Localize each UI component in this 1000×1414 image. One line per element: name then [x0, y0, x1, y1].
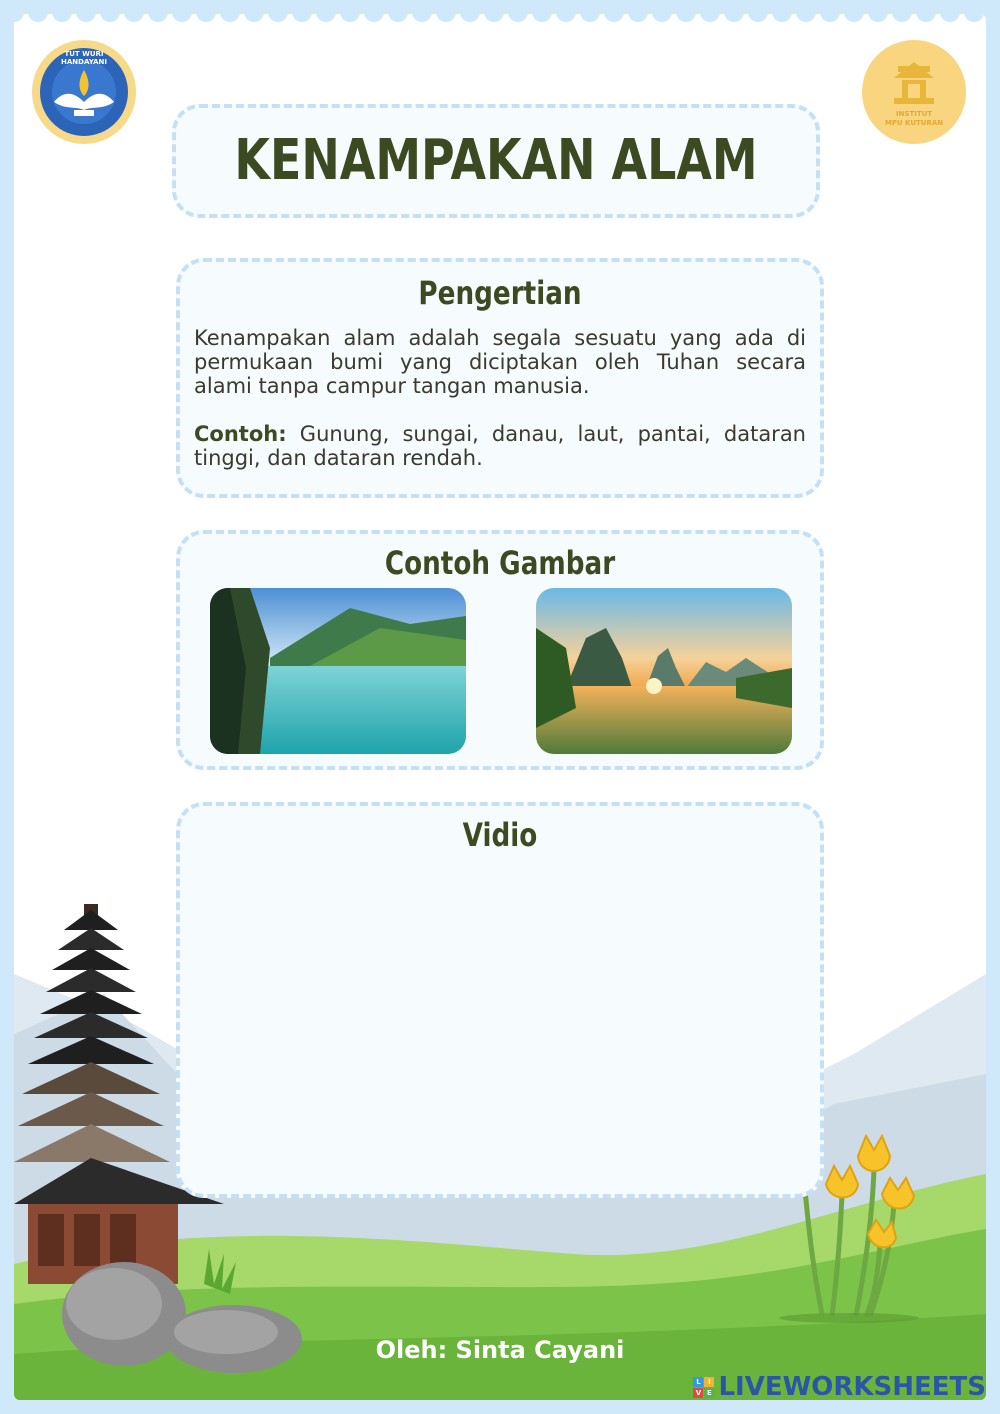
liveworksheets-logo-icon: L I V E — [693, 1377, 714, 1398]
pengertian-heading: Pengertian — [418, 274, 582, 312]
vidio-heading: Vidio — [462, 816, 538, 854]
institut-logo-text-1: INSTITUT — [895, 110, 933, 118]
contoh-gambar-heading: Contoh Gambar — [384, 544, 616, 582]
lake-photo-graphic — [210, 588, 466, 754]
lake-mountain-photo — [210, 588, 466, 754]
pengertian-card — [176, 258, 824, 498]
institut-mpu-kuturan-logo — [862, 40, 966, 144]
vidio-card[interactable] — [176, 802, 824, 1198]
river-sunset-photo — [536, 588, 792, 754]
example-text: Gunung, sungai, danau, laut, pantai, dataran tinggi, dan dataran rendah. — [194, 422, 806, 470]
contoh-gambar-card — [176, 530, 824, 770]
page-title: KENAMPAKAN ALAM — [234, 128, 758, 193]
title-card — [172, 104, 820, 218]
example-paragraph — [194, 422, 806, 470]
definition-text: Kenampakan alam adalah segala sesuatu yang ada di permukaan bumi yang diciptakan oleh Tuhan secara alami tanpa campur tangan manusia. — [194, 326, 806, 398]
institut-logo-text-2: MPU KUTURAN — [884, 119, 944, 127]
river-photo-graphic — [536, 588, 792, 754]
liveworksheets-brand[interactable] — [693, 1372, 986, 1402]
example-label: Contoh: — [194, 422, 287, 446]
author-credit: Oleh: Sinta Cayani — [375, 1336, 625, 1364]
liveworksheets-wordmark: LIVEWORKSHEETS — [718, 1372, 986, 1402]
tut-wuri-logo-text: TUT WURI HANDAYANI — [61, 50, 107, 66]
